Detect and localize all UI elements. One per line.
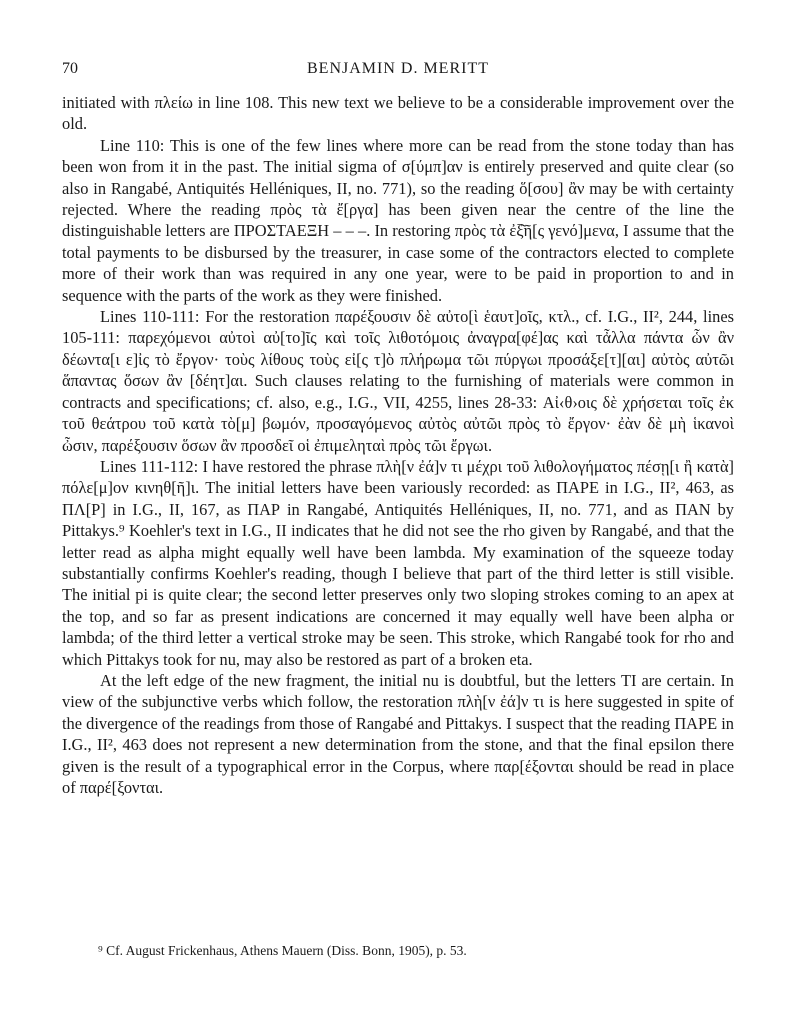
body-text	[62, 92, 734, 798]
page-number: 70	[62, 60, 78, 77]
paragraph-line-110: Line 110: This is one of the few lines where more can be read from the stone today than has been won from it in the past. The initial sigma of σ[ύμπ]αν is entirely preserved and quite clear (so also in Rangabé, Antiquités Helléniques, II, no. 771), so the reading ὅ[σου] ἂν may be with certainty rejected. Where the reading πρὸς τὰ ἔ[ργα] has been given near the centre of the line the distinguishable letters are ΠΡΟΣΤΑΕΞΗ – – –. In restoring πρὸς τὰ ἐξ͂ῆ[ς γενό]μενα, I assume that the total payments to be disbursed by the treasurer, in case some of the contractors elected to complete more of their work than was required in any one year, were to be paid in proportion to and in sequence with the parts of the work as they were finished.	[62, 135, 734, 305]
paragraph-lines-110-111: Lines 110-111: For the restoration παρέξουσιν δὲ αὐτο[ὶ ἑαυτ]οῖς, κτλ., cf. I.G., II², 244, lines 105-111: παρεχόμενοι αὐτοὶ αὐ[το]ῖς καὶ τοῖς λιθοτόμοις ἀναγρα[φέ]ας καὶ τἆλλα πάντα ὧν ἂν δέωντα[ι ε]ἰς τὸ ἔργον· τοὺς λίθους τοὺς εἰ[ς τ]ὸ πλήρωμα τῶι πύργωι προσάξε[τ][αι] αὐτὸς αὐτῶι ἅπαντας ὅσων ἂν [δέητ]αι. Such clauses relating to the furnishing of materials were common in contracts and specifications; cf. also, e.g., I.G., VII, 4255, lines 28-33: Αἰ‹θ›οις δὲ χρήσεται τοῖς ἐκ τοῦ θεάτρου τοῦ κατὰ τὸ[μ] βωμόν, προσαγόμενος αὐτὸς αὐτῶι πρὸς τὸ ἔργον· ἐὰν δὲ μὴ ἱκανοὶ ὦσιν, παρέξουσιν ὅσων ἂν προσδεῖ οἱ ἐπιμεληταὶ πρὸς τῶι ἔργωι.	[62, 307, 734, 455]
page-header	[62, 60, 734, 82]
footnote: ⁹ Cf. August Frickenhaus, Athens Mauern (Diss. Bonn, 1905), p. 53.	[98, 943, 467, 958]
running-head: BENJAMIN D. MERITT	[307, 60, 489, 77]
paragraph-left-edge: At the left edge of the new fragment, the initial nu is doubtful, but the letters ΤΙ are certain. In view of the subjunctive verbs which follow, the restoration πλὴ[ν ἐά]ν τι is here suggested in spite of the divergence of the readings from those of Rangabé and Pittakys. I suspect that the reading ΠΑΡΕ in I.G., II², 463 does not represent a new determination from the stone, and that the final epsilon there given is the result of a typographical error in the Corpus, where παρ[έξονται should be read in place of παρέ[ξονται.	[62, 670, 734, 797]
paragraph-lines-111-112: Lines 111-112: I have restored the phrase πλὴ[ν ἐά]ν τι μέχρι τοῦ λιθολογήματος πέσῃ[ι ἢ κατὰ] πόλε[μ]ον κινηθ[ῆ]ι. The initial letters have been variously recorded: as ΠΑΡΕ in I.G., II², 463, as ΠΛ[Ρ] in I.G., II, 167, as ΠΑΡ in Rangabé, Antiquités Helléniques, II, no. 771, and as ΠΑΝ by Pittakys.⁹ Koehler's text in I.G., II indicates that he did not see the rho given by Rangabé, and that the letter read as alpha might equally well have been lambda. My examination of the squeeze today substantially confirms Koehler's reading, though I believe that part of the third letter is still visible. The initial pi is quite clear; the second letter preserves only two sloping strokes coming to an apex at the top, and so far as present indications are concerned it may equally well have been alpha or lambda; of the third letter a vertical stroke may be seen. This stroke, which Rangabé took for rho and which Pittakys took for nu, may also be restored as part of a broken eta.	[62, 456, 734, 669]
paragraph-continuation: initiated with πλείω in line 108. This new text we believe to be a considerable improvement over the old.	[62, 93, 734, 134]
